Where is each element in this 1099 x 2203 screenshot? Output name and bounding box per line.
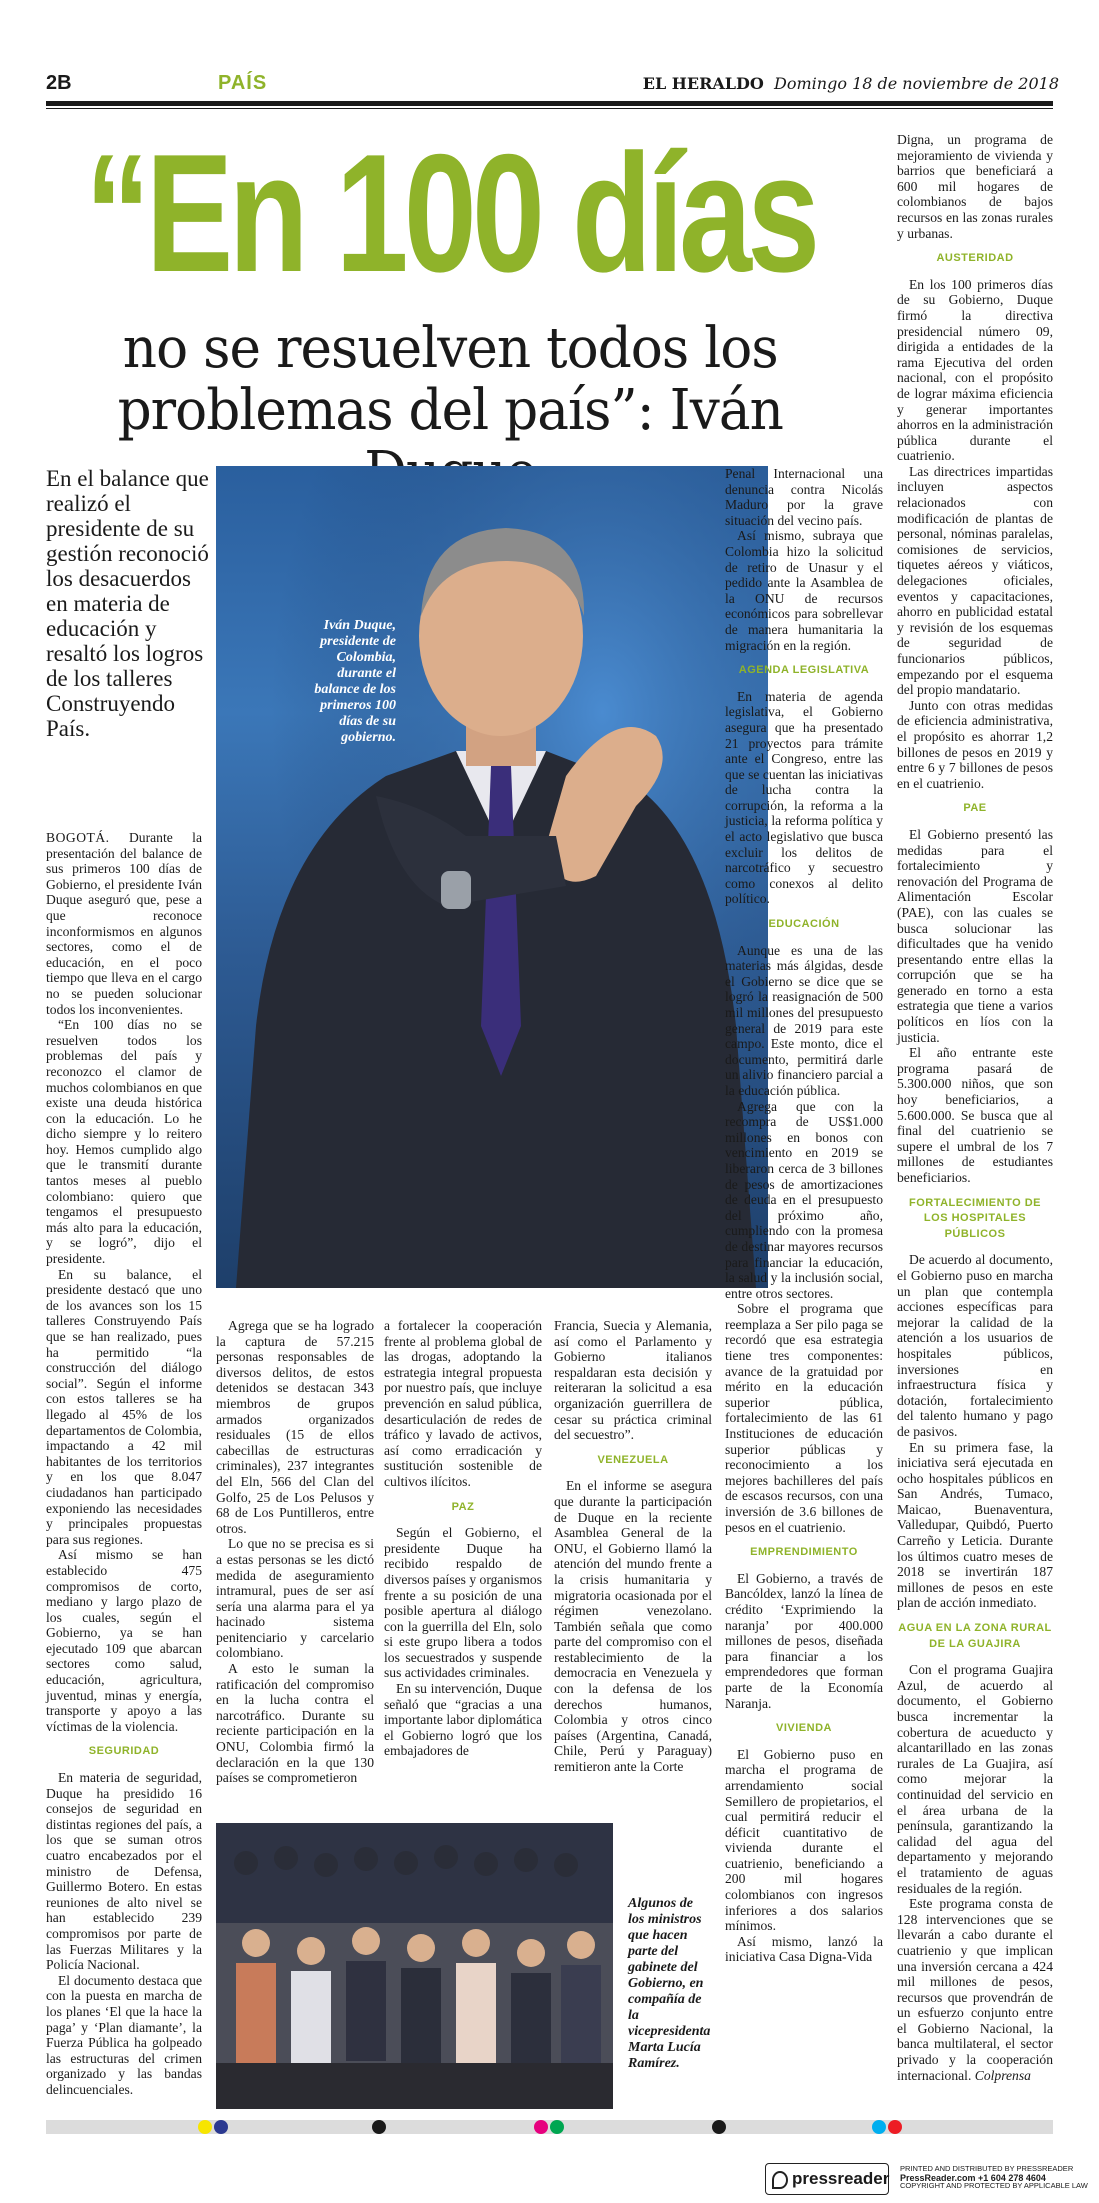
paragraph: Penal Internacional una denuncia contra Nicolás Maduro por la grave situación del vecino país. bbox=[725, 466, 883, 528]
registration-dot-red bbox=[888, 2120, 902, 2134]
cabinet-photo-caption: Algunos de los ministros que hacen parte del gabinete del Gobierno, en compañía de la vicepresidenta Marta Lucía Ramírez. bbox=[628, 1896, 711, 2071]
paragraph: Según el Gobierno, el presidente Duque ha recibido respaldo de diversos países y organismos frente a su posición de una posible apertura al diálogo con la guerrilla del Eln, solo si este grupo libera a todos los secuestrados y suspende sus actividades criminales. bbox=[384, 1525, 542, 1681]
paragraph: “En 100 días no se resuelven todos los problemas del país y reconozco el clamor de muchos colombianos en que existe una deuda histórica con la educación. Lo he dicho siempre y lo reitero hoy. Hemos cumplido algo que le transmití durante tantos meses al pueblo colombiano: quiero que tengamos el presupuesto más alto para la educación, y se logró”, dijo el presidente. bbox=[46, 1017, 202, 1267]
cabinet-photo bbox=[216, 1823, 613, 2109]
newspaper-name: EL HERALDO bbox=[642, 74, 764, 93]
registration-dot-green bbox=[550, 2120, 564, 2134]
deck-summary: En el balance que realizó el presidente de su gestión reconoció los desacuerdos en materia de educación y resaltó los logros de los talleres Construyendo País. bbox=[46, 466, 209, 741]
paragraph: Digna, un programa de mejoramiento de vivienda y barrios que beneficiará a 600 mil hogares de colombianos de bajos recursos en las zonas rurales y urbanas. bbox=[897, 132, 1053, 241]
header-rule-thin bbox=[46, 108, 1053, 109]
masthead bbox=[643, 74, 1059, 93]
subheading: PAZ bbox=[451, 1500, 475, 1513]
paragraph: BOGOTÁ. Durante la presentación del balance de sus primeros 100 días de Gobierno, el presidente Iván Duque aseguró que, pese a que reconoce inconformismos en algunos sectores, como el de educación, en el poco tiempo que lleva en el cargo no se pueden solucionar todos los inconvenientes. bbox=[46, 830, 202, 1017]
subheading: SEGURIDAD bbox=[88, 1745, 160, 1758]
cabinet-illustration bbox=[216, 1823, 613, 2109]
paragraph: Así mismo, subraya que Colombia hizo la solicitud de retiro de Unasur y el pedido ante la Asamblea de la ONU de recursos económicos para sobrellevar de manera humanitaria la migración en la región. bbox=[725, 528, 883, 653]
paragraph: El Gobierno presentó las medidas para el fortalecimiento y renovación del Programa de Alimentación Escolar (PAE), con las cuales se busca solucionar las dificultades que ha venido presentando entre ellas la corrupción que se ha generado en torno a esta estrategia que tiene a varios políticos en líos con la justicia. bbox=[897, 826, 1053, 1045]
pressreader-icon bbox=[772, 2171, 788, 2189]
paragraph: Sobre el programa que reemplaza a Ser pilo paga se recordó que esa estrategia tiene tres componentes: avance de la gratuidad por mérito en la educación superior pública, fortalecimiento de las 61 Instituciones de educación superior públicas y reconocimiento a los mejores bachilleres del país de escasos recursos, con una inversión de 3.6 billones de pesos en el cuatrienio. bbox=[725, 1301, 883, 1535]
main-photo bbox=[216, 466, 768, 1288]
subheading: AUSTERIDAD bbox=[936, 252, 1014, 265]
president-illustration bbox=[216, 466, 768, 1288]
paragraph: Así mismo se han establecido 475 compromisos de corto, mediano y largo plazo de los cuales, según el Gobierno, ya se han ejecutado 109 que abarcan sectores como salud, educación, agricultura, juventud, minas y energía, transporte y apoyo a las víctimas de la violencia. bbox=[46, 1547, 202, 1734]
signature: Colprensa bbox=[974, 2067, 1031, 2083]
registration-dot-magenta bbox=[534, 2120, 548, 2134]
issue-date: Domingo 18 de noviembre de 2018 bbox=[774, 74, 1059, 93]
paragraph: a fortalecer la cooperación frente al problema global de las drogas, adoptando la estrategia integral propuesta por nuestro país, que incluye prevención en salud pública, desarticulación de redes de tráfico y lavado de activos, así como erradicación y sustitución sostenible de cultivos ilícitos. bbox=[384, 1318, 542, 1489]
paragraph: Agrega que con la recompra de US$1.000 millones en bonos con vencimiento en 2019 se liberaron cerca de 3 billones de pesos de amortizaciones de deuda en el presupuesto del próximo año, cumpliendo con la promesa de destinar mayores recursos para financiar la educación, la salud y la inclusión social, entre otros sectores. bbox=[725, 1098, 883, 1301]
pressreader-wordmark: pressreader bbox=[792, 2169, 890, 2188]
paragraph: En su balance, el presidente destacó que uno de los avances son los 15 talleres Construyendo País que se han realizado, pues ha permitido “la construcción del diálogo social”. Según el informe con estos talleres se ha llegado al 45% de los departamentos de Colombia, impactando a 42 mil habitantes de los territorios y en los que 8.047 ciudadanos han participado exponiendo las necesidades y principales propuestas para sus regiones. bbox=[46, 1266, 202, 1547]
pressreader-logo[interactable] bbox=[765, 2163, 889, 2195]
column-6 bbox=[897, 132, 1053, 2083]
dateline: BOGOTÁ. bbox=[46, 830, 110, 845]
subheading: EDUCACIÓN bbox=[768, 918, 840, 931]
column-1 bbox=[46, 830, 202, 2098]
paragraph: Este programa consta de 128 intervenciones que se llevarán a cabo durante el cuatrienio y que implican una inversión cercana a 424 mil millones de pesos, recursos que provendrán de un esfuerzo conjunto entre el Gobierno Nacional, la banca multilateral, el sector privado y la cooperación internacional. Colprensa bbox=[897, 1896, 1053, 2083]
paragraph: A esto le suman la ratificación del compromiso en la lucha contra el narcotráfico. Durante su reciente participación en la ONU, Colombia firmó la declaración en la que 130 países se comprometieron bbox=[216, 1661, 374, 1786]
paragraph: Así mismo, lanzó la iniciativa Casa Digna-Vida bbox=[725, 1933, 883, 1965]
column-2 bbox=[216, 1318, 374, 1786]
pressreader-line-2: PressReader.com +1 604 278 4604 bbox=[900, 2172, 1046, 2183]
headline-sub: no se resuelven todos los problemas del país”: Iván bbox=[117, 316, 783, 443]
paragraph: De acuerdo al documento, el Gobierno puso en marcha un plan que contempla acciones específicas para mejorar la calidad de la atención a los usuarios de hospitales públicos, inversiones en infraestructura física y dotación, fortalecimiento del talento humano y pago de pasivos. bbox=[897, 1252, 1053, 1439]
paragraph: El documento destaca que con la puesta en marcha de los planes ‘El que la hace la paga’ y ‘Plan diamante’, la Fuerza Pública ha golpeado las estructuras del crimen organizado y las bandas delincuenciales. bbox=[46, 1972, 202, 2097]
pressreader-line-3: COPYRIGHT AND PROTECTED BY APPLICABLE LAW bbox=[900, 2181, 1088, 2191]
paragraph: Lo que no se precisa es si a estas personas se les dictó medida de aseguramiento intramural, pues de ser así sería una alarma para el ya hacinado sistema penitenciario y carcelario colombiano. bbox=[216, 1536, 374, 1661]
paragraph: Aunque es una de las materias más álgidas, desde el Gobierno se dice que se logró la reasignación de 500 mil millones del presupuesto general de 2019 para este campo. Este monto, dice el documento, permitirá darle un alivio financiero parcial a la educación pública. bbox=[725, 942, 883, 1098]
paragraph: Francia, Suecia y Alemania, así como el Parlamento y Gobierno italianos respaldaran esta decisión y reiteraran la solicitud a esa organización guerrillera de cesar su práctica criminal del secuestro”. bbox=[554, 1318, 712, 1443]
pressreader-info bbox=[900, 2165, 1088, 2191]
paragraph: Agrega que se ha logrado la captura de 57.215 personas responsables de diversos delitos, de estos detenidos se destacan 343 miembros de grupos armados organizados residuales (15 de ellos cabecillas de estructuras criminales), 237 integrantes del Eln, 566 del Clan del Golfo, 25 de Los Pelusos y 68 de Los Puntilleros, entre otros. bbox=[216, 1318, 374, 1536]
headline-main: “En 100 días bbox=[85, 119, 816, 307]
paragraph: Las directrices impartidas incluyen aspectos relacionados con modificación de plantas de personal, nóminas paralelas, comisiones de servicios, tiquetes aéreos y viáticos, delegaciones oficiales, eventos y capacitaciones, ahorro en publicidad estatal y revisión de los esquemas de seguridad de funcionarios públicos, empezando por el esquema del propio mandatario. bbox=[897, 463, 1053, 698]
section-name: PAÍS bbox=[218, 72, 268, 94]
column-4 bbox=[554, 1318, 712, 1775]
page-number: 2B bbox=[46, 72, 72, 94]
paragraph: En materia de agenda legislativa, el Gobierno asegura que ha presentado 21 proyectos para trámite ante el Congreso, entre las que se cuentan las iniciativas de lucha contra la corrupción, la reforma a la justicia, la reforma política y el acto legislativo que busca excluir los delitos de narcotráfico y secuestro como conexos al delito político. bbox=[725, 688, 883, 907]
subheading: VIVIENDA bbox=[776, 1722, 832, 1735]
registration-dot-yellow bbox=[198, 2120, 212, 2134]
paragraph: En su intervención, Duque señaló que “gracias a una importante labor diplomática el Gobierno logró que los embajadores de bbox=[384, 1681, 542, 1759]
pressreader-line-1: PRINTED AND DISTRIBUTED BY PRESSREADER bbox=[900, 2164, 1074, 2173]
paragraph: Con el programa Guajira Azul, de acuerdo al documento, el Gobierno busca incrementar la cobertura de acueducto y alcantarillado en las zonas rurales de La Guajira, así como mejorar la continuidad del servicio en el área urbana de la península, garantizando la calidad del agua del departamento y mejorando el tratamiento de aguas residuales de la región. bbox=[897, 1662, 1053, 1896]
registration-dot-blue bbox=[214, 2120, 228, 2134]
subheading: EMPRENDIMIENTO bbox=[750, 1546, 858, 1559]
paragraph: El Gobierno puso en marcha el programa de arrendamiento social Semillero de propietarios, el cual permitirá reducir el déficit cuantitativo de vivienda durante el cuatrienio, beneficiando a 200 mil hogares colombianos con ingresos inferiores a dos salarios mínimos. bbox=[725, 1746, 883, 1934]
registration-dot-black bbox=[712, 2120, 726, 2134]
header-rule-thick bbox=[46, 101, 1053, 106]
subheading: PAE bbox=[963, 802, 987, 815]
paragraph: En el informe se asegura que durante la participación de Duque en la reciente Asamblea General de la ONU, el Gobierno llamó la atención del mundo frente a la crisis humanitaria y migratoria ocasionada por el régimen venezolano. También señala que como parte del compromiso con el restablecimiento de la democracia en Venezuela y con la defensa de los derechos humanos, Colombia y otros cinco países (Argentina, Canadá, Chile, Perú y Paraguay) remitieron ante la Corte bbox=[554, 1478, 712, 1775]
paragraph: El año entrante este programa pasará de 5.300.000 niños, que son hoy beneficiarios, a 5.600.000. Se busca que al final del cuatrienio se supere el umbral de los 7 millones de estudiantes beneficiarios. bbox=[897, 1045, 1053, 1185]
subheading: FORTALECIMIENTO DE LOS HOSPITALES PÚBLICOS bbox=[908, 1196, 1042, 1240]
paragraph: En materia de seguridad, Duque ha presidido 16 consejos de seguridad en distintas regiones del país, a los que se suman otros cuatro encabezados por el ministro de Defensa, Guillermo Botero. En estas reuniones de alto nivel se han establecido 239 compromisos por parte de las Fuerzas Militares y la Policía Nacional. bbox=[46, 1770, 202, 1973]
subheading: AGUA EN LA ZONA RURAL DE LA GUAJIRA bbox=[898, 1622, 1052, 1650]
paragraph: En su primera fase, la iniciativa será ejecutada en ocho hospitales públicos en San Andrés, Tumaco, Maicao, Buenaventura, Valledupar, Quibdó, Puerto Carreño y Leticia. Durante los últimos cuatro meses de 2018 se invertirán 187 millones de pesos en este plan de acción inmediato. bbox=[897, 1439, 1053, 1611]
registration-dot-cyan bbox=[872, 2120, 886, 2134]
paragraph: En los 100 primeros días de su Gobierno, Duque firmó la directiva presidencial número 09, dirigida a entidades de la rama Ejecutiva del orden nacional, con el propósito de lograr máxima eficiencia y generar importantes ahorros en la administración pública durante el cuatrienio. bbox=[897, 276, 1053, 464]
column-3 bbox=[384, 1318, 542, 1759]
main-photo-caption: Iván Duque, presidente de Colombia, durante el balance de los primeros 100 días de su gobierno. bbox=[314, 618, 396, 745]
column-5 bbox=[725, 466, 883, 1965]
paragraph: El Gobierno, a través de Bancóldex, lanzó la línea de crédito ‘Exprimiendo la naranja’ por 400.000 millones de pesos, diseñada para financiar a los emprendedores que forman parte de la Economía Naranja. bbox=[725, 1570, 883, 1711]
registration-dot-black bbox=[372, 2120, 386, 2134]
paragraph: Junto con otras medidas de eficiencia administrativa, el propósito es ahorrar 1,2 billones de pesos en 2019 y entre 6 y 7 billones de pesos en el cuatrienio. bbox=[897, 697, 1053, 791]
subheading: VENEZUELA bbox=[597, 1453, 669, 1466]
subheading: AGENDA LEGISLATIVA bbox=[738, 664, 870, 677]
